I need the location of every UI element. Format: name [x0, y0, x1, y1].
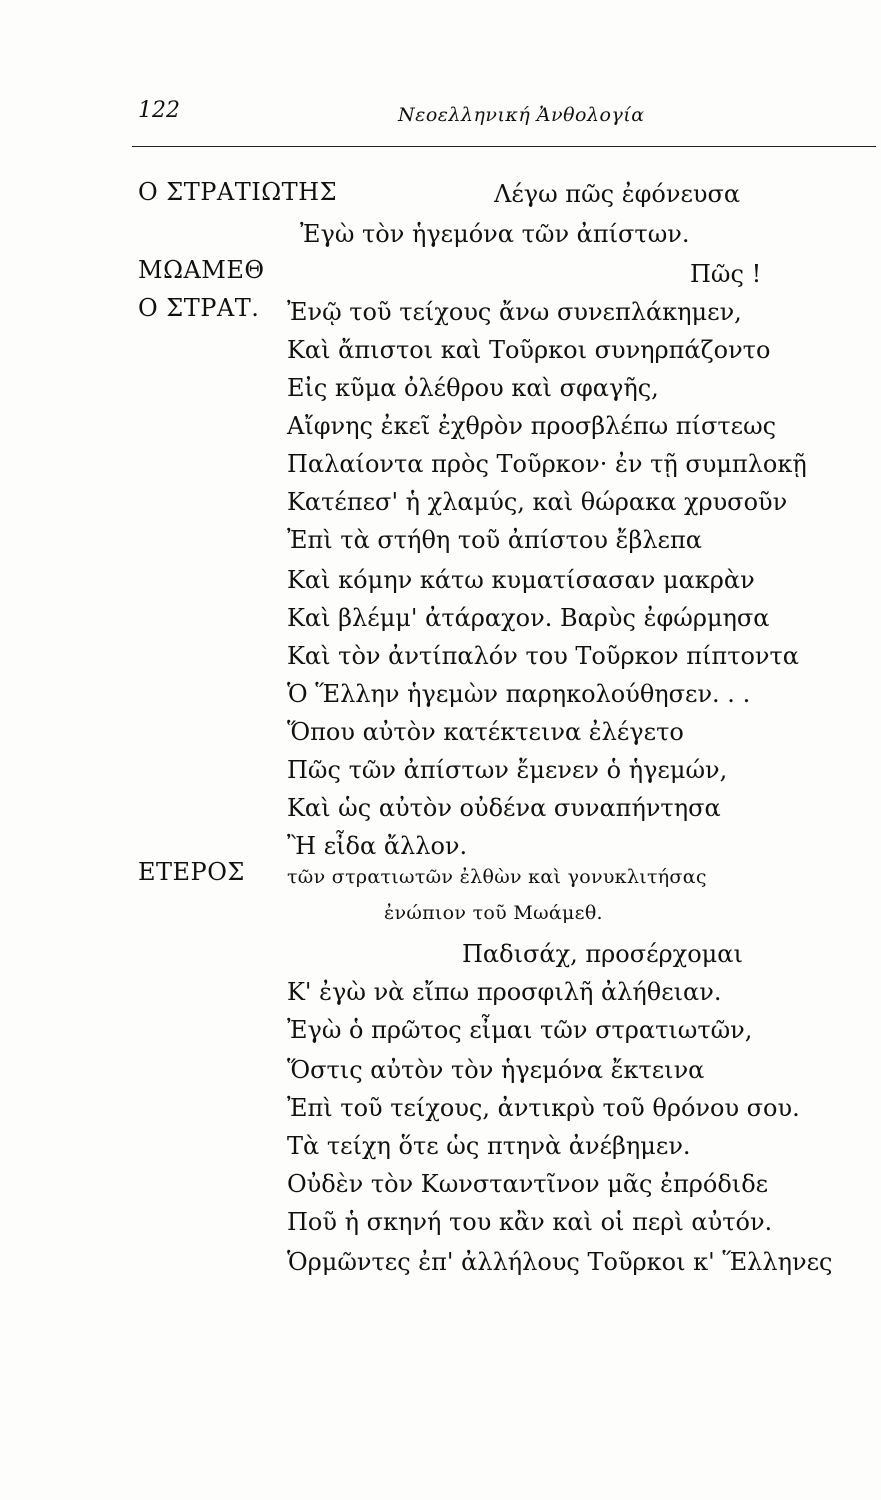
verse-line: Παδισάχ, προσέρχομαι	[462, 940, 743, 968]
speaker-other: ΕΤΕΡΟΣ	[138, 858, 245, 886]
speaker-soldier-abbr: Ο ΣΤΡΑΤ.	[138, 294, 260, 322]
verse-line: Ὁ Ἕλλην ἡγεμὼν παρηκολούθησεν. . .	[287, 680, 751, 708]
verse-line: Καὶ τὸν ἀντίπαλόν του Τοῦρκον πίπτοντα	[287, 642, 799, 670]
verse-line: Καὶ ἄπιστοι καὶ Τοῦρκοι συνηρπάζοντο	[287, 336, 771, 364]
running-title: Νεοελληνική Ἀνθολογία	[398, 104, 645, 126]
verse-line: Αἴφνης ἐκεῖ ἐχθρὸν προσβλέπω πίστεως	[287, 412, 777, 440]
verse-line: Πῶς !	[690, 260, 762, 288]
verse-line: Ποῦ ἡ σκηνή του κἂν καὶ οἱ περὶ αὐτόν.	[287, 1208, 773, 1236]
verse-line: Λέγω πῶς ἐφόνευσα	[494, 180, 741, 208]
verse-line: Ἐπὶ τὰ στήθη τοῦ ἀπίστου ἔβλεπα	[287, 526, 702, 554]
verse-line: Ἐγὼ τὸν ἡγεμόνα τῶν ἀπίστων.	[300, 220, 690, 248]
verse-line: Ὁρμῶντες ἐπ' ἀλλήλους Τοῦρκοι κ' Ἕλληνες	[287, 1248, 833, 1276]
verse-line: Κατέπεσ' ἡ χλαμύς, καὶ θώρακα χρυσοῦν	[287, 488, 788, 516]
verse-line: Καὶ βλέμμ' ἀτάραχον. Βαρὺς ἐφώρμησα	[287, 604, 770, 632]
verse-line: Οὐδὲν τὸν Κωνσταντῖνον μᾶς ἐπρόδιδε	[287, 1170, 769, 1198]
verse-line: Καὶ ὡς αὐτὸν οὐδένα συναπήντησα	[287, 794, 721, 822]
verse-line: Ἐγὼ ὁ πρῶτος εἶμαι τῶν στρατιωτῶν,	[287, 1016, 753, 1044]
verse-line: Καὶ κόμην κάτω κυματίσασαν μακρὰν	[287, 566, 755, 594]
speaker-mohammed: ΜΩΑΜΕΘ	[138, 256, 265, 284]
page-number: 122	[138, 98, 180, 123]
stage-direction: ἐνώπιον τοῦ Μωάμεθ.	[384, 902, 603, 924]
verse-line: Ἢ εἶδα ἄλλον.	[287, 832, 468, 860]
header-rule	[132, 146, 876, 147]
speaker-soldier: Ο ΣΤΡΑΤΙΩΤΗΣ	[138, 178, 338, 206]
verse-line: Εἰς κῦμα ὀλέθρου καὶ σφαγῆς,	[287, 374, 659, 402]
stage-direction: τῶν στρατιωτῶν ἐλθὼν καὶ γονυκλιτήσας	[287, 866, 707, 888]
verse-line: Ὅπου αὐτὸν κατέκτεινα ἐλέγετο	[287, 718, 684, 746]
verse-line: Ἐπὶ τοῦ τείχους, ἀντικρὺ τοῦ θρόνου σου.	[287, 1094, 800, 1122]
verse-line: Τὰ τείχη ὅτε ὡς πτηνὰ ἀνέβημεν.	[287, 1132, 691, 1160]
verse-line: Παλαίοντα πρὸς Τοῦρκον· ἐν τῇ συμπλοκῇ	[287, 450, 807, 478]
verse-line: Κ' ἐγὼ νὰ εἴπω προσφιλῆ ἀλήθειαν.	[287, 978, 722, 1006]
verse-line: Ἐνῷ τοῦ τείχους ἄνω συνεπλάκημεν,	[287, 298, 742, 326]
verse-line: Ὅστις αὐτὸν τὸν ἡγεμόνα ἔκτεινα	[287, 1056, 705, 1084]
verse-line: Πῶς τῶν ἀπίστων ἔμενεν ὁ ἡγεμών,	[287, 756, 728, 784]
